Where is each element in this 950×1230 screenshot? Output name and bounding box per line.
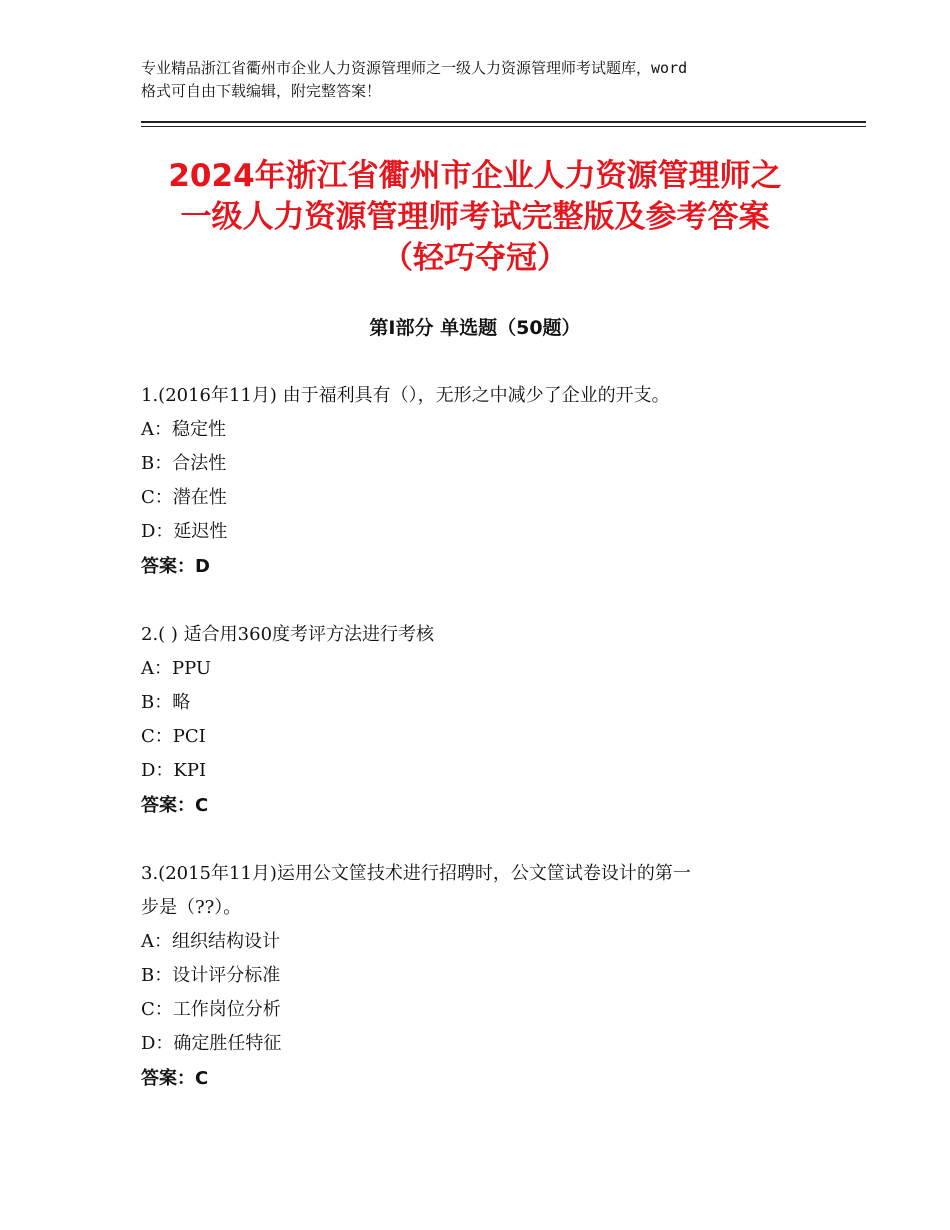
question-stem: 1.(2016年11月) 由于福利具有（），无形之中减少了企业的开支。 [141, 385, 670, 406]
question-stem-line-2: 步是（??）。 [141, 897, 242, 918]
document-title-line-1: 2024年浙江省衢州市企业人力资源管理师之 [168, 158, 782, 194]
answer-label: 答案：C [141, 1068, 209, 1089]
answer-label: 答案：D [141, 556, 210, 577]
header-note-line-2: 格式可自由下载编辑，附完整答案！ [141, 82, 382, 100]
option-b: B：略 [141, 692, 191, 713]
option-b: B：设计评分标准 [141, 965, 281, 986]
option-b: B：合法性 [141, 453, 227, 474]
question-stem-line-1: 3.(2015年11月)运用公文筐技术进行招聘时，公文筐试卷设计的第一 [141, 863, 691, 884]
option-c: C：潜在性 [141, 487, 227, 508]
header-note [141, 57, 831, 103]
option-a: A：PPU [141, 658, 212, 679]
option-c: C：PCI [141, 726, 206, 747]
document-title [100, 156, 850, 279]
option-a: A：稳定性 [141, 419, 226, 440]
header-rule-thick [141, 121, 866, 123]
option-d: D：KPI [141, 760, 207, 781]
option-a: A：组织结构设计 [141, 931, 280, 952]
option-d: D：延迟性 [141, 521, 228, 542]
answer-label: 答案：C [141, 795, 209, 816]
section-heading: 第Ⅰ部分 单选题（50题） [369, 317, 581, 339]
question-stem: 2.( ) 适合用360度考评方法进行考核 [141, 624, 435, 645]
option-c: C：工作岗位分析 [141, 999, 281, 1020]
header-rule-thin [141, 126, 866, 127]
document-title-line-3: （轻巧夺冠） [382, 240, 568, 276]
option-d: D：确定胜任特征 [141, 1033, 282, 1054]
header-note-line-1: 专业精品浙江省衢州市企业人力资源管理师之一级人力资源管理师考试题库，word [141, 59, 688, 77]
document-title-line-2: 一级人力资源管理师考试完整版及参考答案 [180, 199, 770, 235]
